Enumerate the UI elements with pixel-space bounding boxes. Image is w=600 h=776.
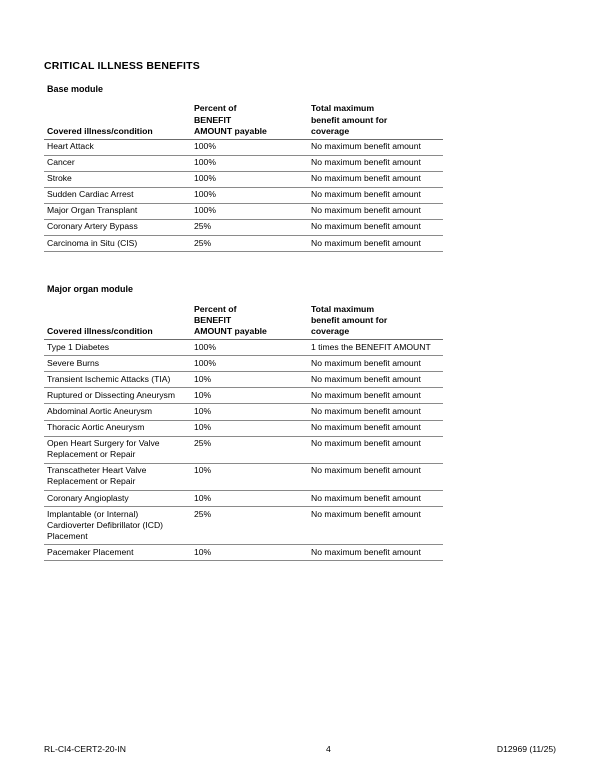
cell-condition: Thoracic Aortic Aneurysm	[44, 420, 191, 436]
footer-page-number: 4	[326, 744, 331, 754]
cell-condition: Type 1 Diabetes	[44, 340, 191, 356]
cell-percent: 100%	[191, 356, 308, 372]
table-row	[44, 340, 443, 356]
cell-condition: Carcinoma in Situ (CIS)	[44, 236, 191, 252]
cell-maximum: No maximum benefit amount	[308, 187, 443, 203]
cell-percent: 100%	[191, 203, 308, 219]
cell-percent: 10%	[191, 420, 308, 436]
cell-percent: 100%	[191, 187, 308, 203]
cell-maximum: No maximum benefit amount	[308, 203, 443, 219]
column-header-percent-line3: AMOUNT payable	[194, 326, 267, 337]
cell-maximum: No maximum benefit amount	[308, 436, 443, 463]
column-header-percent-line2: BENEFIT	[194, 315, 232, 326]
cell-maximum: No maximum benefit amount	[308, 404, 443, 420]
section-spacer	[44, 252, 444, 284]
cell-maximum: No maximum benefit amount	[308, 219, 443, 235]
cell-condition: Sudden Cardiac Arrest	[44, 187, 191, 203]
table-row	[44, 203, 443, 219]
cell-percent: 10%	[191, 404, 308, 420]
column-header-percent-line3: AMOUNT payable	[194, 125, 267, 136]
cell-percent: 10%	[191, 372, 308, 388]
column-header-maximum-line1: Total maximum	[311, 103, 375, 114]
cell-condition: Abdominal Aortic Aneurysm	[44, 404, 191, 420]
cell-maximum: No maximum benefit amount	[308, 507, 443, 545]
cell-condition: Heart Attack	[44, 139, 191, 155]
cell-maximum: No maximum benefit amount	[308, 236, 443, 252]
column-header-percent	[191, 304, 308, 340]
cell-maximum: No maximum benefit amount	[308, 463, 443, 490]
table-row	[44, 372, 443, 388]
column-header-maximum-line1: Total maximum	[311, 303, 375, 314]
cell-condition: Transient Ischemic Attacks (TIA)	[44, 372, 191, 388]
cell-condition: Transcatheter Heart Valve Replacement or Repair	[44, 463, 191, 490]
column-header-maximum-line3: coverage	[311, 326, 350, 337]
column-header-condition-text: Covered illness/condition	[47, 326, 153, 337]
table-row	[44, 155, 443, 171]
benefits-table-major-organ-module	[44, 304, 443, 562]
cell-percent: 25%	[191, 436, 308, 463]
table-header-major-organ-module	[44, 304, 443, 340]
cell-maximum: 1 times the BENEFIT AMOUNT	[308, 340, 443, 356]
cell-condition: Coronary Angioplasty	[44, 491, 191, 507]
section-heading-major-organ-module: Major organ module	[47, 284, 134, 295]
column-header-maximum	[308, 103, 443, 139]
cell-maximum: No maximum benefit amount	[308, 491, 443, 507]
column-header-maximum-line2: benefit amount for	[311, 315, 388, 326]
cell-maximum: No maximum benefit amount	[308, 139, 443, 155]
benefits-table-base-module	[44, 103, 443, 252]
column-header-condition-text: Covered illness/condition	[47, 125, 153, 136]
cell-maximum: No maximum benefit amount	[308, 356, 443, 372]
table-body-base-module	[44, 139, 443, 252]
page-content	[44, 60, 444, 561]
cell-maximum: No maximum benefit amount	[308, 420, 443, 436]
cell-maximum: No maximum benefit amount	[308, 388, 443, 404]
cell-maximum: No maximum benefit amount	[308, 545, 443, 561]
column-header-condition	[44, 304, 191, 340]
cell-condition: Severe Burns	[44, 356, 191, 372]
table-row	[44, 491, 443, 507]
cell-percent: 10%	[191, 545, 308, 561]
section-heading-base-module: Base module	[47, 83, 104, 94]
column-header-maximum-line2: benefit amount for	[311, 114, 388, 125]
cell-condition: Stroke	[44, 171, 191, 187]
column-header-maximum	[308, 304, 443, 340]
column-header-percent-line1: Percent of	[194, 103, 237, 114]
table-row	[44, 545, 443, 561]
table-row	[44, 388, 443, 404]
table-row	[44, 236, 443, 252]
column-header-maximum-line3: coverage	[311, 125, 350, 136]
cell-maximum: No maximum benefit amount	[308, 171, 443, 187]
cell-condition: Coronary Artery Bypass	[44, 219, 191, 235]
footer-document-code: D12969 (11/25)	[496, 744, 556, 754]
cell-condition: Implantable (or Internal) Cardioverter Defibrillator (ICD) Placement	[44, 507, 191, 545]
table-row	[44, 187, 443, 203]
page-footer	[44, 744, 556, 754]
table-row	[44, 171, 443, 187]
table-body-major-organ-module	[44, 340, 443, 561]
cell-maximum: No maximum benefit amount	[308, 372, 443, 388]
column-header-percent	[191, 103, 308, 139]
table-row	[44, 420, 443, 436]
cell-condition: Ruptured or Dissecting Aneurysm	[44, 388, 191, 404]
cell-condition: Open Heart Surgery for Valve Replacement or Repair	[44, 436, 191, 463]
cell-percent: 100%	[191, 139, 308, 155]
cell-percent: 100%	[191, 340, 308, 356]
cell-condition: Cancer	[44, 155, 191, 171]
cell-percent: 100%	[191, 171, 308, 187]
cell-condition: Pacemaker Placement	[44, 545, 191, 561]
cell-percent: 10%	[191, 491, 308, 507]
column-header-condition	[44, 103, 191, 139]
cell-percent: 100%	[191, 155, 308, 171]
table-row	[44, 404, 443, 420]
cell-percent: 25%	[191, 507, 308, 545]
cell-percent: 10%	[191, 463, 308, 490]
table-row	[44, 463, 443, 490]
column-header-percent-line1: Percent of	[194, 303, 237, 314]
table-row	[44, 139, 443, 155]
table-header-base-module	[44, 103, 443, 139]
cell-condition: Major Organ Transplant	[44, 203, 191, 219]
cell-percent: 25%	[191, 219, 308, 235]
footer-form-number: RL-CI4-CERT2-20-IN	[44, 744, 126, 754]
page-title: CRITICAL ILLNESS BENEFITS	[44, 60, 200, 72]
table-row	[44, 436, 443, 463]
column-header-percent-line2: BENEFIT	[194, 114, 232, 125]
table-row	[44, 219, 443, 235]
table-row	[44, 356, 443, 372]
cell-percent: 25%	[191, 236, 308, 252]
cell-maximum: No maximum benefit amount	[308, 155, 443, 171]
cell-percent: 10%	[191, 388, 308, 404]
table-row	[44, 507, 443, 545]
